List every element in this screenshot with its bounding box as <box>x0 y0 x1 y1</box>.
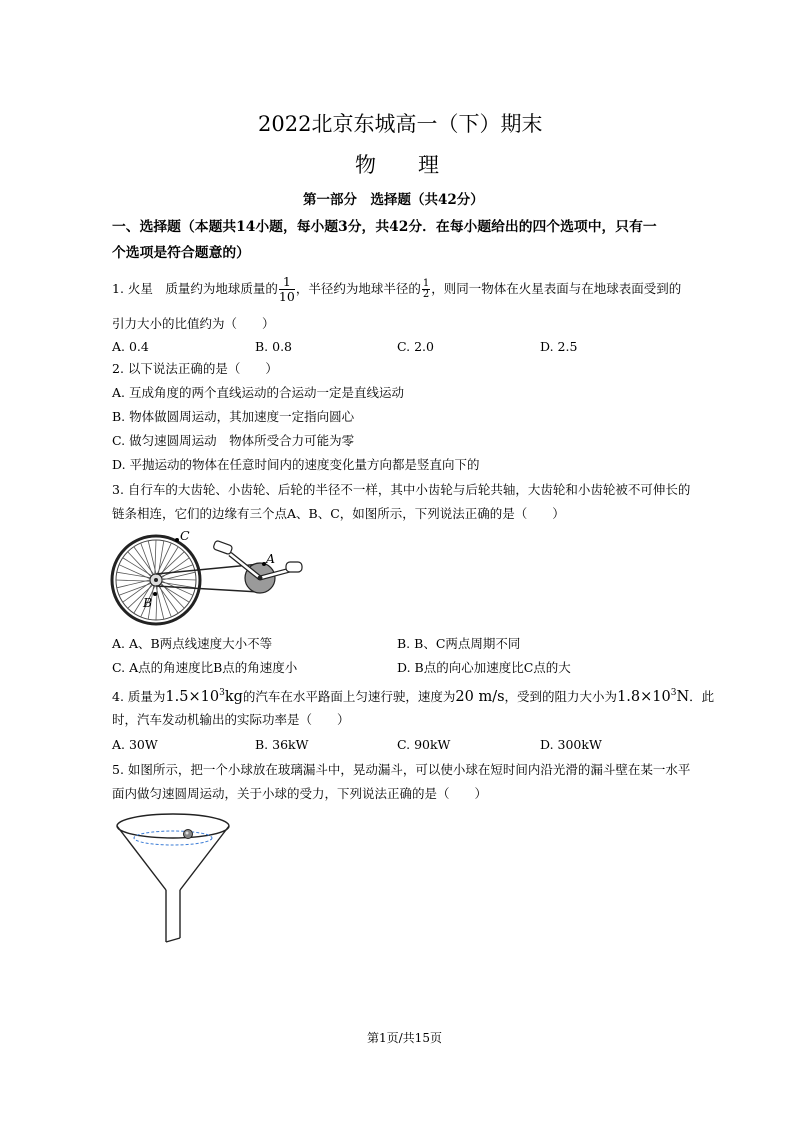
q4-force-value <box>617 689 689 705</box>
page-title: 2022北京东城高一（下）期末 <box>258 112 543 136</box>
q4-option-b: B. 36kW <box>255 737 309 752</box>
q1-stem-part-c: ，则同一物体在火星表面与在地球表面受到的 <box>431 281 682 296</box>
q4-option-d: D. 300kW <box>540 737 602 752</box>
q1-fraction-radius-denominator: 2 <box>422 289 430 300</box>
q3-option-d: D. B点的向心加速度比C点的大 <box>397 660 571 675</box>
q4-stem-part-a: 4. 质量为 <box>112 688 166 704</box>
section-instruction-line1: 一、选择题（本题共14小题，每小题3分，共42分．在每小题给出的四个选项中，只有一 <box>112 219 657 235</box>
q2-option-a: A. 互成角度的两个直线运动的合运动一定是直线运动 <box>112 385 404 400</box>
funnel-figure <box>110 808 240 948</box>
bicycle-gear-figure <box>108 526 308 626</box>
q1-option-a: A. 0.4 <box>112 339 149 354</box>
q4-force-exponent: 3 <box>670 688 677 698</box>
q4-force-unit: N <box>676 688 690 705</box>
q1-fraction-mass <box>279 275 295 304</box>
q1-fraction-radius <box>422 279 430 300</box>
q4-mass-unit: kg <box>224 688 243 705</box>
q4-stem-part-d: ．此 <box>689 688 715 704</box>
q3-option-c: C. A点的角速度比B点的角速度小 <box>112 660 298 675</box>
q1-stem-line2: 引力大小的比值约为（ ） <box>112 316 275 331</box>
q1-stem-part-a: 1. 火星 质量约为地球质量的 <box>112 281 278 296</box>
q5-stem-line2: 面内做匀速圆周运动，关于小球的受力，下列说法正确的是（ ） <box>112 786 488 801</box>
part-heading: 第一部分 选择题（共42分） <box>303 192 484 208</box>
q4-speed-value: 20 m/s <box>455 688 505 705</box>
q4-mass-value <box>165 689 242 705</box>
q2-option-d: D. 平抛运动的物体在任意时间内的速度变化量方向都是竖直向下的 <box>112 457 480 472</box>
q3-stem-line1: 3. 自行车的大齿轮、小齿轮、后轮的半径不一样，其中小齿轮与后轮共轴，大齿轮和小齿轮被不可伸长的 <box>112 482 691 497</box>
q4-mass-exponent: 3 <box>219 688 225 698</box>
q2-option-c: C. 做匀速圆周运动 物体所受合力可能为零 <box>112 433 355 448</box>
q5-stem-line1: 5. 如图所示，把一个小球放在玻璃漏斗中，晃动漏斗，可以使小球在短时间内沿光滑的漏斗壁在某一水平 <box>112 762 691 777</box>
subject-title: 物 理 <box>355 153 439 177</box>
point-label-a: A <box>266 551 276 566</box>
q4-stem-part-c: ，受到的阻力大小为 <box>504 688 618 704</box>
q3-option-b: B. B、C两点周期不同 <box>397 636 521 651</box>
q3-stem-line2: 链条相连，它们的边缘有三个点A、B、C，如图所示，下列说法正确的是（ ） <box>112 506 565 521</box>
q4-option-c: C. 90kW <box>397 737 451 752</box>
section-instruction-line2: 个选项是符合题意的） <box>112 245 250 261</box>
page-number: 第1页/共15页 <box>367 1031 442 1045</box>
q1-option-d: D. 2.5 <box>540 339 578 354</box>
q2-option-b: B. 物体做圆周运动，其加速度一定指向圆心 <box>112 409 355 424</box>
q1-stem-part-b: ，半径约为地球半径的 <box>295 281 421 296</box>
q1-option-b: B. 0.8 <box>255 339 293 354</box>
q1-fraction-radius-numerator: 1 <box>422 278 430 289</box>
point-label-b: B <box>143 595 153 610</box>
q2-stem: 2. 以下说法正确的是（ ） <box>112 361 278 376</box>
q1-option-c: C. 2.0 <box>397 339 434 354</box>
q1-fraction-mass-denominator: 10 <box>278 289 295 304</box>
q1-stem-line1 <box>112 275 681 304</box>
q4-stem-part-b: 的汽车在水平路面上匀速行驶，速度为 <box>242 688 456 704</box>
q1-fraction-mass-numerator: 1 <box>279 275 295 290</box>
q4-stem-line2: 时，汽车发动机输出的实际功率是（ ） <box>112 712 350 727</box>
point-label-c: C <box>180 528 190 543</box>
q4-force-mantissa: 1.8×10 <box>617 688 671 705</box>
q4-mass-mantissa: 1.5×10 <box>165 688 220 705</box>
q4-stem-line1 <box>112 683 714 707</box>
q4-option-a: A. 30W <box>112 737 158 752</box>
q3-option-a: A. A、B两点线速度大小不等 <box>112 636 273 651</box>
